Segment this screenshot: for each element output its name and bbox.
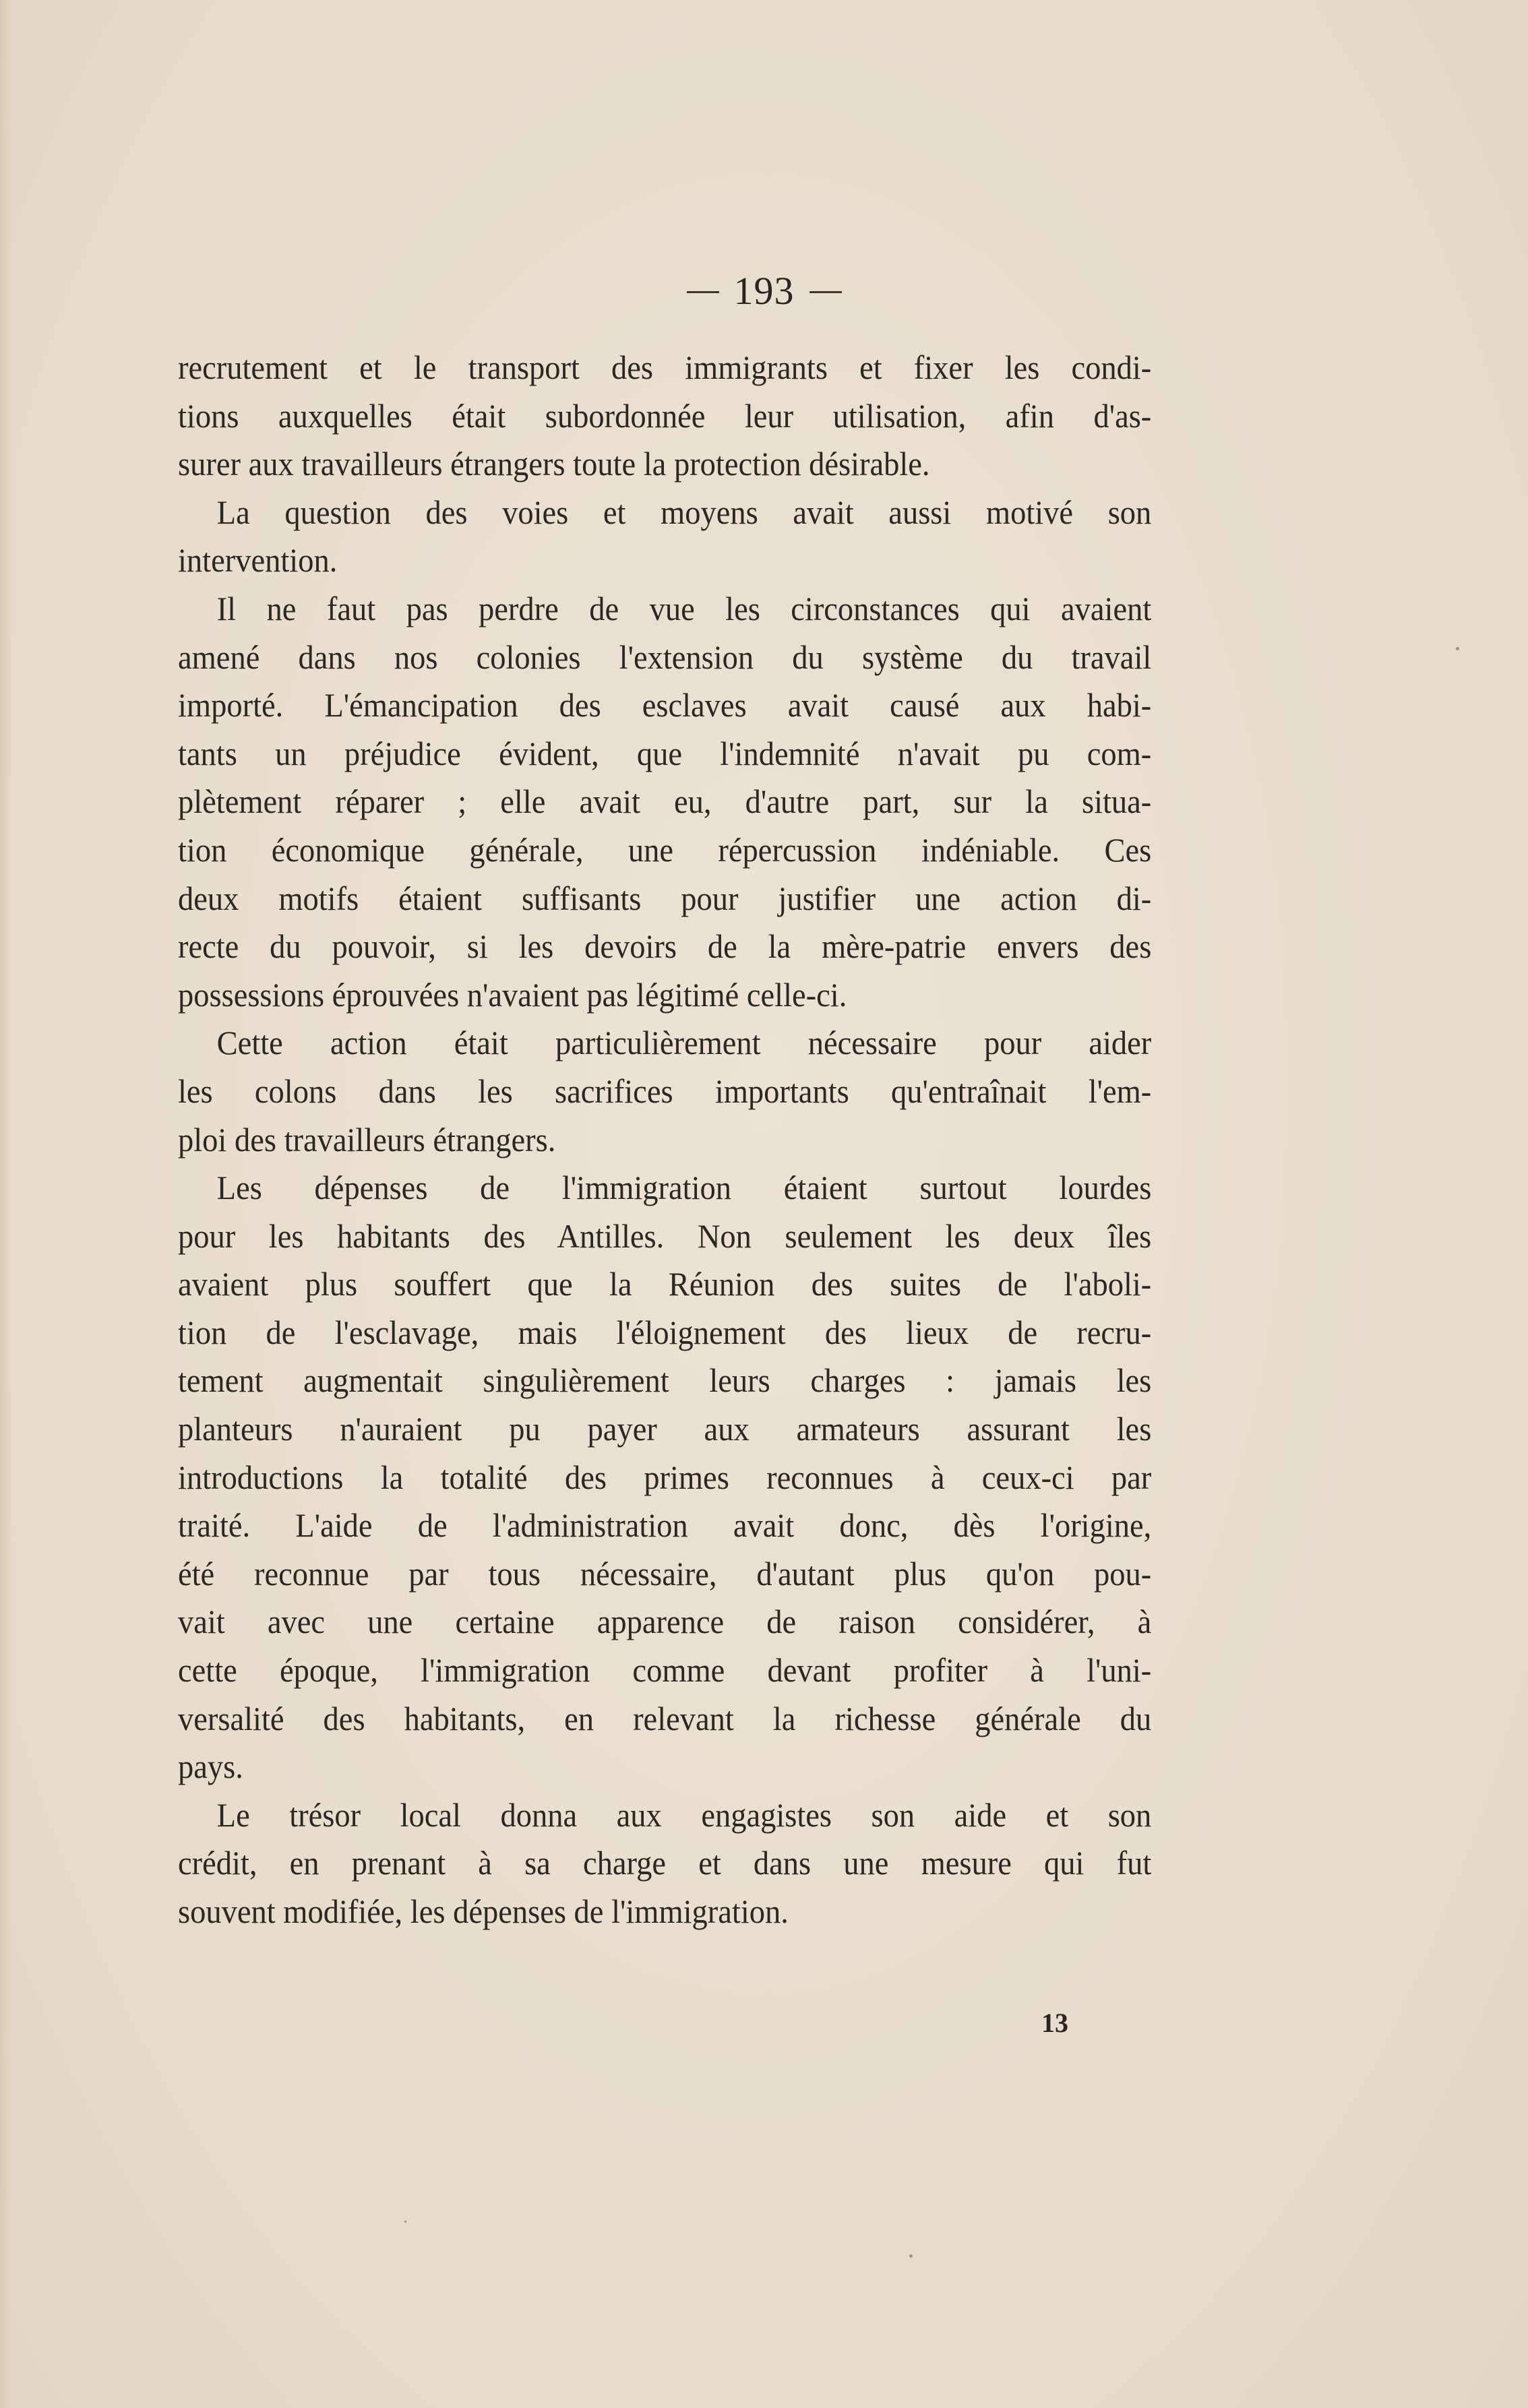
text-line: versalité des habitants, en relevant la richesse générale du	[178, 1699, 1152, 1737]
text-line: amené dans nos colonies l'extension du système du travail	[178, 638, 1152, 676]
text-line: ploi des travailleurs étrangers.	[178, 1120, 556, 1159]
paper-speck	[404, 2221, 406, 2223]
text-line: tion économique générale, une répercussion indéniable. Ces	[178, 830, 1152, 869]
text-line: recrutement et le transport des immigrants et fixer les condi-	[178, 348, 1152, 386]
text-line: été reconnue par tous nécessaire, d'autant plus qu'on pou-	[178, 1554, 1152, 1593]
text-line: avaient plus souffert que la Réunion des suites de l'aboli-	[178, 1265, 1152, 1303]
text-line: Il ne faut pas perdre de vue les circonstances qui avaient	[216, 589, 1152, 627]
paragraph	[178, 585, 1151, 1019]
text-line: introductions la totalité des primes reconnues à ceux-ci par	[178, 1458, 1152, 1496]
text-line: importé. L'émancipation des esclaves avait causé aux habi-	[178, 686, 1152, 724]
text-line: tion de l'esclavage, mais l'éloignement des lieux de recru-	[178, 1313, 1152, 1351]
paper-speck	[1456, 647, 1459, 650]
text-line: planteurs n'auraient pu payer aux armateurs assurant les	[178, 1410, 1152, 1448]
header-dash-right	[809, 291, 842, 293]
text-line: recte du pouvoir, si les devoirs de la mère-patrie envers des	[178, 927, 1152, 966]
text-line: plètement réparer ; elle avait eu, d'autre part, sur la situa-	[178, 782, 1152, 821]
text-line: tants un préjudice évident, que l'indemnité n'avait pu com-	[178, 734, 1152, 772]
text-line: tement augmentait singulièrement leurs charges : jamais les	[178, 1361, 1152, 1400]
text-line: Cette action était particulièrement nécessaire pour aider	[216, 1024, 1152, 1062]
text-line: cette époque, l'immigration comme devant profiter à l'uni-	[178, 1651, 1152, 1690]
text-line: pour les habitants des Antilles. Non seulement les deux îles	[178, 1216, 1152, 1255]
text-line: tions auxquelles était subordonnée leur utilisation, afin d'as-	[178, 396, 1152, 435]
text-line: Le trésor local donna aux engagistes son aide et son	[216, 1795, 1152, 1834]
text-line: Les dépenses de l'immigration étaient surtout lourdes	[216, 1169, 1152, 1207]
paragraph	[178, 1791, 1151, 1936]
paper-speck	[909, 2254, 913, 2258]
header-dash-left	[687, 291, 719, 293]
paragraph	[178, 1019, 1151, 1164]
text-line: crédit, en prenant à sa charge et dans une mesure qui fut	[178, 1844, 1152, 1882]
text-line: traité. L'aide de l'administration avait donc, dès l'origine,	[178, 1506, 1152, 1545]
text-line: souvent modifiée, les dépenses de l'immigration.	[178, 1892, 789, 1930]
text-line: les colons dans les sacrifices importants qu'entraînait l'em-	[178, 1072, 1152, 1110]
text-line: La question des voies et moyens avait aussi motivé son	[216, 493, 1152, 531]
text-line: surer aux travailleurs étrangers toute la protection désirable.	[178, 445, 930, 483]
page-number: 193	[733, 269, 795, 313]
paragraph	[178, 344, 1151, 489]
paragraph	[178, 489, 1151, 585]
running-header	[0, 268, 1528, 313]
text-line: possessions éprouvées n'avaient pas légitimé celle-ci.	[178, 975, 847, 1014]
body-text	[178, 344, 1151, 1936]
text-line: pays.	[178, 1748, 243, 1786]
signature-mark: 13	[1041, 2008, 1068, 2038]
paragraph	[178, 1164, 1151, 1791]
text-line: intervention.	[178, 541, 338, 580]
text-line: deux motifs étaient suffisants pour justifier une action di-	[178, 879, 1152, 917]
text-line: vait avec une certaine apparence de raison considérer, à	[178, 1603, 1152, 1641]
